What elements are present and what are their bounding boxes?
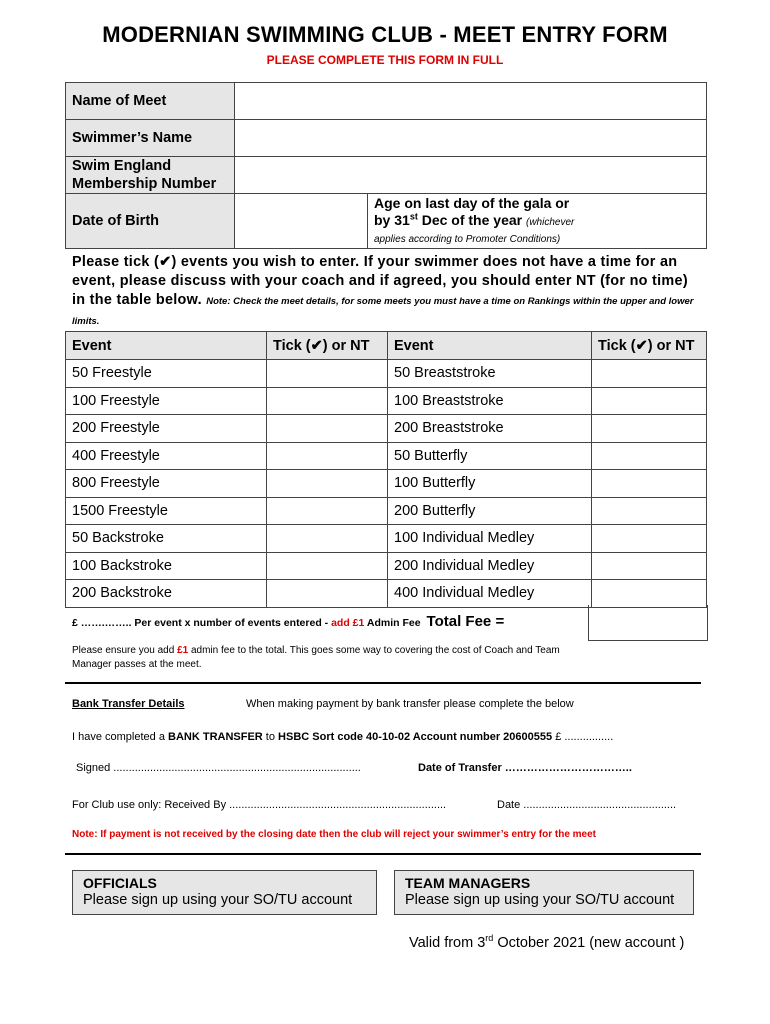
- instructions-text: Please tick (✔) events you wish to enter. If your swimmer does not have a time for an event, please discuss with your coach and if agreed, you should enter NT (for no time) in the table below.: [72, 254, 688, 308]
- team-managers-text: Please sign up using your SO/TU account: [405, 892, 675, 908]
- event-tick-cell[interactable]: [592, 525, 707, 553]
- admin-fee-notice: Please ensure you add £1 admin fee to the total. This goes some way to covering the cost of Coach and Team Manager passes at the meet.: [72, 645, 560, 670]
- age-condition-note: applies according to Promoter Conditions): [374, 234, 561, 245]
- club-received-by-field[interactable]: For Club use only: Received By .......................................................................: [72, 799, 447, 811]
- event-tick-cell[interactable]: [267, 525, 388, 553]
- divider: [65, 853, 701, 855]
- team-managers-box: [394, 870, 694, 915]
- event-tick-cell[interactable]: [592, 387, 707, 415]
- officials-heading: OFFICIALS: [83, 875, 157, 891]
- event-tick-cell[interactable]: [592, 415, 707, 443]
- fee-calculation-line: £ …….…….. Per event x number of events entered - add £1 Admin Fee Total Fee =: [72, 613, 505, 630]
- swimmer-info-table: [65, 82, 707, 249]
- event-name-left: 50 Backstroke: [66, 525, 267, 553]
- event-name-left: 100 Backstroke: [66, 552, 267, 580]
- signed-field[interactable]: Signed .................................................................................: [76, 762, 361, 774]
- event-name-left: 800 Freestyle: [66, 470, 267, 498]
- event-name-right: 100 Individual Medley: [388, 525, 592, 553]
- event-tick-cell[interactable]: [267, 387, 388, 415]
- age-condition-cell[interactable]: [368, 194, 707, 249]
- officials-text: Please sign up using your SO/TU account: [83, 892, 353, 908]
- bank-transfer-heading: [72, 698, 574, 710]
- event-tick-cell[interactable]: [267, 415, 388, 443]
- name-of-meet-label: Name of Meet: [66, 83, 235, 120]
- event-tick-cell[interactable]: [592, 442, 707, 470]
- name-of-meet-field[interactable]: [235, 83, 707, 120]
- event-tick-cell[interactable]: [267, 497, 388, 525]
- event-tick-cell[interactable]: [267, 360, 388, 388]
- event-tick-cell[interactable]: [267, 470, 388, 498]
- date-of-birth-label: Date of Birth: [66, 194, 235, 249]
- instructions-paragraph: [72, 253, 702, 331]
- event-name-right: 200 Butterfly: [388, 497, 592, 525]
- event-tick-cell[interactable]: [592, 497, 707, 525]
- event-name-right: 100 Breaststroke: [388, 387, 592, 415]
- club-date-field[interactable]: Date ..................................................: [497, 799, 677, 811]
- swimmer-name-field[interactable]: [235, 120, 707, 157]
- event-tick-cell[interactable]: [267, 442, 388, 470]
- instructions-note: Note: Check the meet details, for some meets you must have a time on Rankings within the upper and lower limits.: [72, 296, 694, 327]
- membership-number-field[interactable]: [235, 157, 707, 194]
- team-managers-heading: TEAM MANAGERS: [405, 875, 531, 891]
- event-name-left: 1500 Freestyle: [66, 497, 267, 525]
- event-name-left: 100 Freestyle: [66, 387, 267, 415]
- event-name-left: 50 Freestyle: [66, 360, 267, 388]
- total-fee-label: Total Fee =: [426, 613, 505, 630]
- event-name-right: 200 Individual Medley: [388, 552, 592, 580]
- events-header-tick-left: Tick (✔) or NT: [267, 332, 388, 360]
- age-condition-line2: by 31st Dec of the year (whichever: [374, 211, 575, 228]
- event-tick-cell[interactable]: [592, 580, 707, 608]
- event-name-left: 200 Backstroke: [66, 580, 267, 608]
- admin-fee-amount: add £1: [331, 617, 365, 629]
- events-header-tick-right: Tick (✔) or NT: [592, 332, 707, 360]
- bank-transfer-confirmation[interactable]: I have completed a BANK TRANSFER to HSBC Sort code 40-10-02 Account number 20600555 £ ................: [72, 731, 614, 743]
- age-condition-line1: Age on last day of the gala or: [374, 195, 570, 211]
- event-tick-cell[interactable]: [267, 580, 388, 608]
- event-name-left: 200 Freestyle: [66, 415, 267, 443]
- swimmer-name-label: Swimmer’s Name: [66, 120, 235, 157]
- form-subtitle: PLEASE COMPLETE THIS FORM IN FULL: [266, 53, 504, 67]
- age-condition-small: (whichever: [525, 217, 575, 228]
- event-name-right: 50 Butterfly: [388, 442, 592, 470]
- total-fee-field[interactable]: [588, 605, 708, 641]
- bank-transfer-instruction: When making payment by bank transfer please complete the below: [246, 698, 574, 710]
- divider: [65, 682, 701, 684]
- date-of-birth-field[interactable]: [235, 194, 368, 249]
- form-title: MODERNIAN SWIMMING CLUB - MEET ENTRY FORM: [102, 22, 668, 47]
- valid-from-note: Valid from 3rd October 2021 (new account ): [409, 933, 685, 951]
- event-tick-cell[interactable]: [592, 360, 707, 388]
- event-name-left: 400 Freestyle: [66, 442, 267, 470]
- bank-transfer-label: Bank Transfer Details: [72, 698, 185, 710]
- events-header-event-right: Event: [388, 332, 592, 360]
- event-name-right: 400 Individual Medley: [388, 580, 592, 608]
- payment-warning: Note: If payment is not received by the closing date then the club will reject your swimmer’s entry for the meet: [72, 829, 597, 840]
- events-table: [65, 331, 707, 608]
- event-tick-cell[interactable]: [592, 552, 707, 580]
- date-of-transfer-field[interactable]: Date of Transfer ……………………………..: [418, 762, 632, 774]
- event-tick-cell[interactable]: [592, 470, 707, 498]
- events-header-event-left: Event: [66, 332, 267, 360]
- event-name-right: 50 Breaststroke: [388, 360, 592, 388]
- event-name-right: 200 Breaststroke: [388, 415, 592, 443]
- event-name-right: 100 Butterfly: [388, 470, 592, 498]
- officials-box: [72, 870, 377, 915]
- event-tick-cell[interactable]: [267, 552, 388, 580]
- membership-number-label: Swim England Membership Number: [66, 157, 235, 194]
